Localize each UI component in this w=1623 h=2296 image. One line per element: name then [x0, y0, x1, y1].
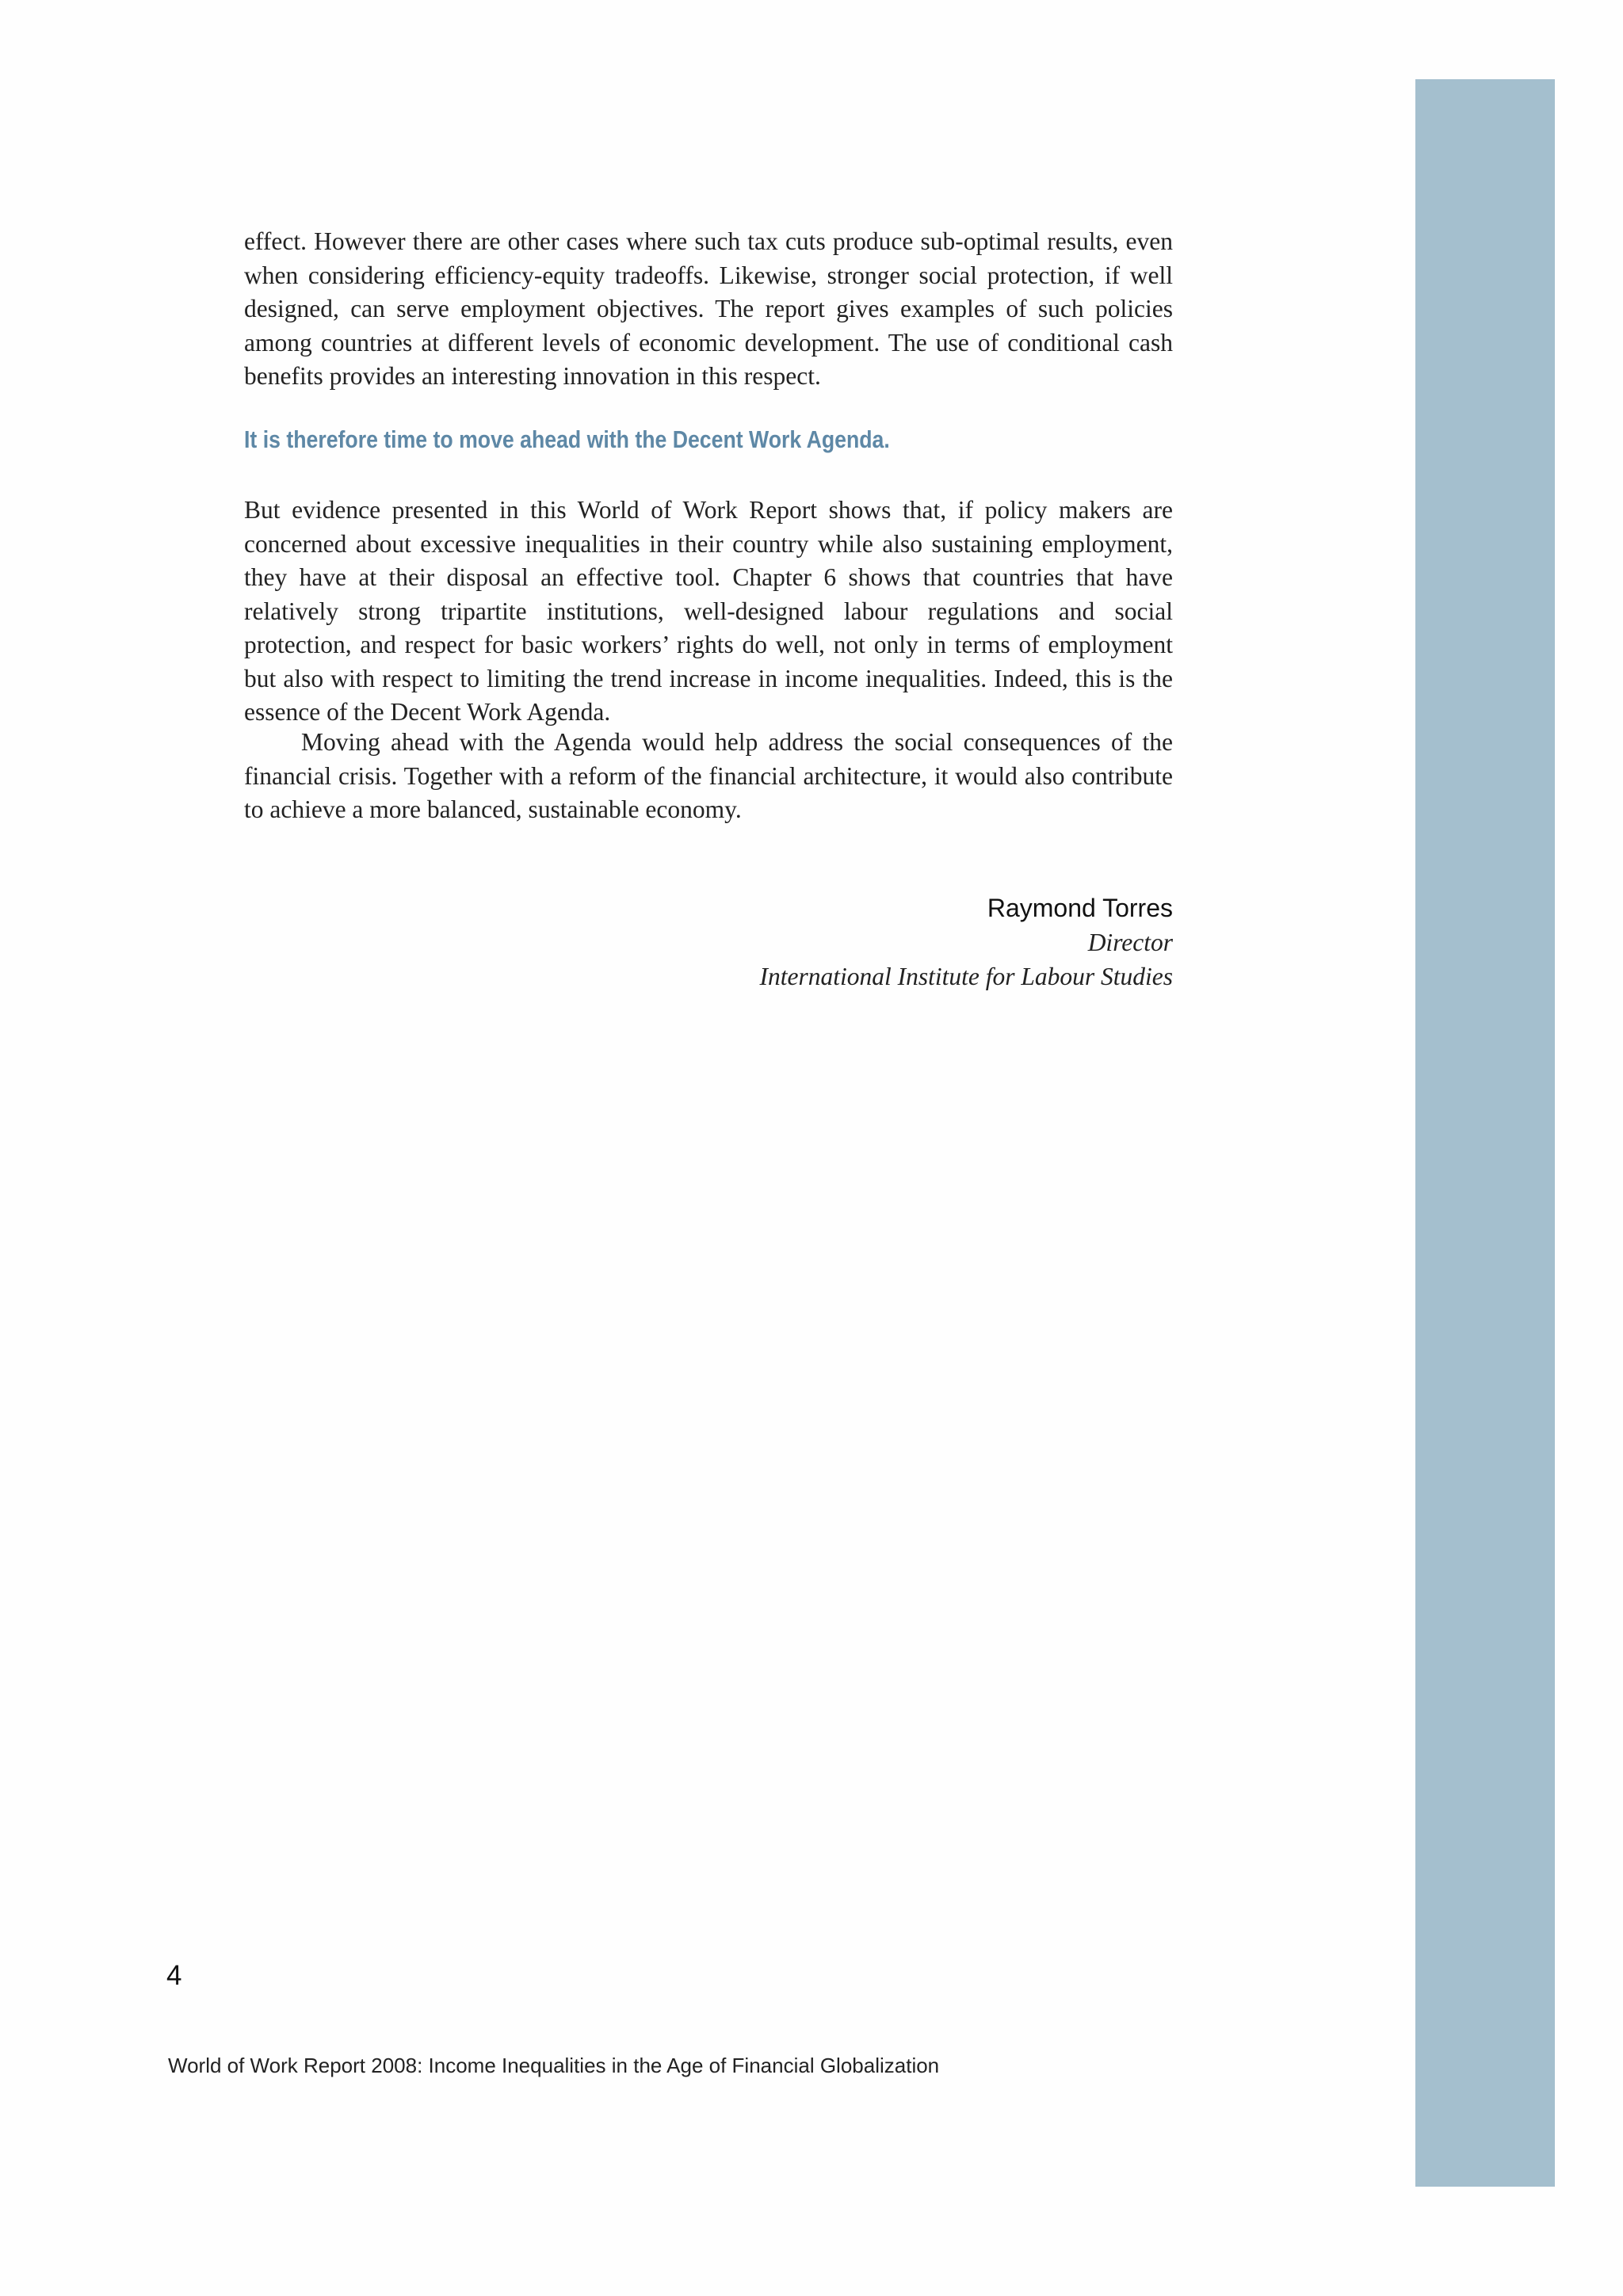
body-paragraph-2: But evidence presented in this World of Work Report shows that, if policy makers are concerned about excessive inequalities in their country while also sustaining employment, they have at their disposal an effective tool. Chapter 6 shows that countries that have relatively strong tripartite institutions, well-designed labour regulations and social protection, and respect for basic workers’ rights do well, not only in terms of employment but also with respect to limiting the trend increase in income inequalities. Indeed, this is the essence of the Decent Work Agenda. [244, 496, 1173, 726]
signature-block [634, 891, 1173, 994]
signature-name: Raymond Torres [987, 894, 1173, 922]
body-paragraph-3: Moving ahead with the Agenda would help address the social consequences of the financial crisis. Together with a reform of the financial architecture, it would also contribute to achieve a more balanced, sustainable economy. [244, 728, 1173, 823]
running-footer: World of Work Report 2008: Income Inequalities in the Age of Financial Globalization [168, 2054, 940, 2077]
callout-heading: It is therefore time to move ahead with the Decent Work Agenda. [244, 425, 890, 453]
page-number: 4 [166, 1960, 182, 1991]
signature-title: Director [1087, 929, 1173, 956]
side-color-band [1415, 79, 1555, 2187]
body-paragraph-1: effect. However there are other cases where such tax cuts produce sub-optimal results, even when considering efficiency-equity tradeoffs. Likewise, stronger social protection, if well designed, can serve employment objectives. The report gives examples of such policies among countries at different levels of economic development. The use of conditional cash benefits provides an interesting innovation in this respect. [244, 227, 1173, 390]
signature-organization: International Institute for Labour Studies [759, 963, 1173, 990]
